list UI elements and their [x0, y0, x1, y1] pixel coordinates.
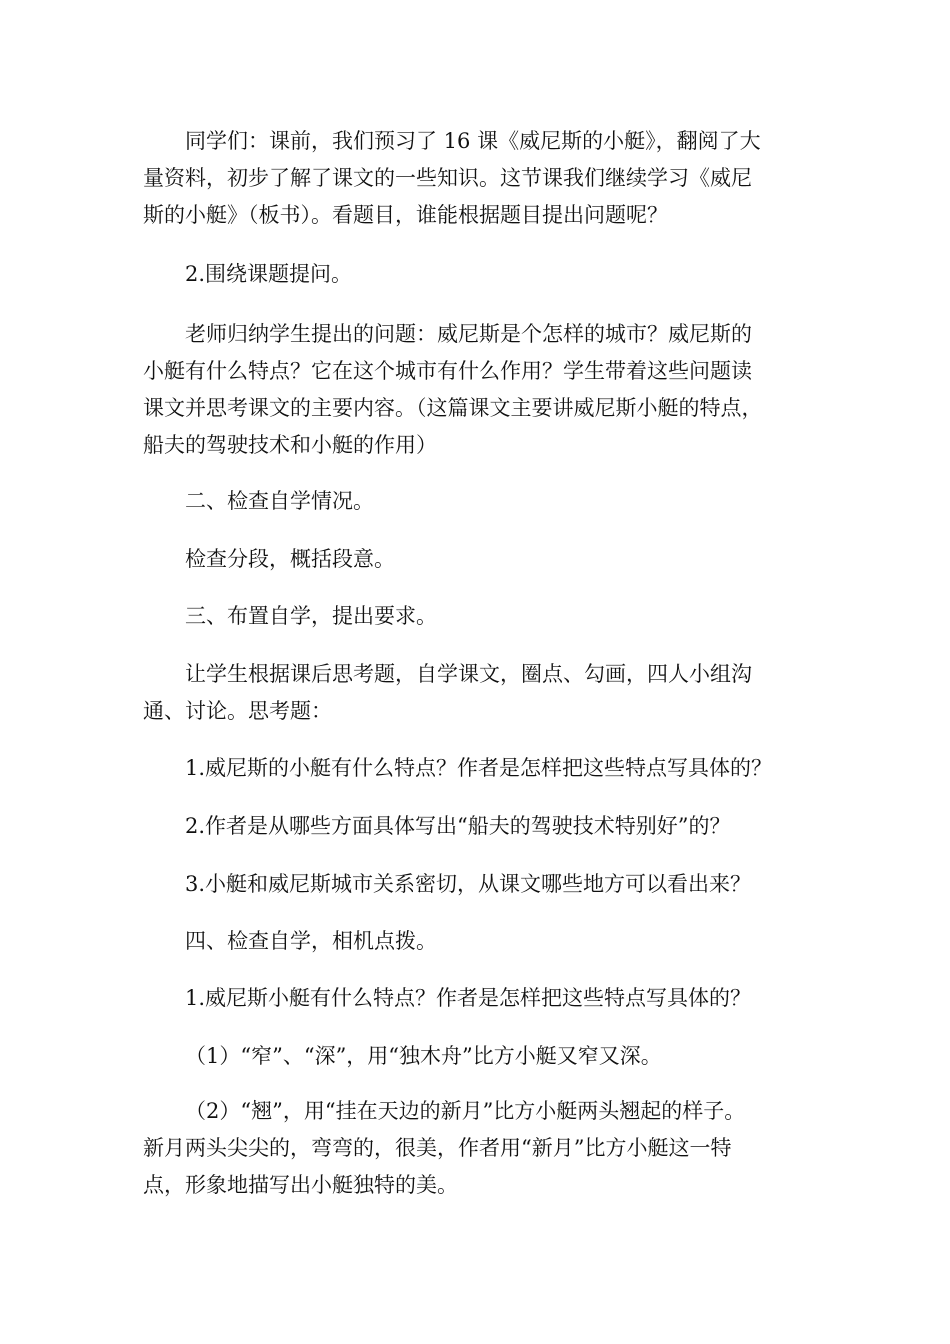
- text-line: 点，形象地描写出小艇独特的美。: [143, 1173, 458, 1197]
- answer-1-point-2: [143, 1093, 813, 1204]
- text-line: 通、讨论。思考题：: [143, 699, 332, 723]
- section-heading-2: [143, 483, 813, 520]
- text-line: 2.围绕课题提问。: [185, 262, 353, 286]
- text-line: 船夫的驾驶技术和小艇的作用）: [143, 433, 437, 457]
- text-line: 二、检查自学情况。: [185, 489, 374, 513]
- question-3: [143, 866, 813, 903]
- text-line: （2）“翘”，用“挂在天边的新月”比方小艇两头翘起的样子。: [185, 1099, 746, 1123]
- answer-1-point-1: [143, 1038, 813, 1075]
- text-line: 2.作者是从哪些方面具体写出“船夫的驾驶技术特别好”的？: [185, 814, 731, 838]
- section-heading-4: [143, 923, 813, 960]
- answer-1: [143, 980, 813, 1017]
- paragraph-intro: [143, 123, 813, 234]
- text-line: 三、布置自学，提出要求。: [185, 604, 437, 628]
- paragraph-check-sections: [143, 541, 813, 578]
- section-heading-3: [143, 598, 813, 635]
- text-line: 让学生根据课后思考题，自学课文，圈点、勾画，四人小组沟: [185, 662, 752, 686]
- text-line: 课文并思考课文的主要内容。（这篇课文主要讲威尼斯小艇的特点，: [143, 396, 763, 420]
- text-line: 同学们：课前，我们预习了 16 课《威尼斯的小艇》，翻阅了大: [185, 129, 761, 153]
- text-line: 四、检查自学，相机点拨。: [185, 929, 437, 953]
- text-line: 1.威尼斯小艇有什么特点？作者是怎样把这些特点写具体的？: [185, 986, 752, 1010]
- paragraph-self-study: [143, 656, 813, 730]
- text-line: 3.小艇和威尼斯城市关系密切，从课文哪些地方可以看出来？: [185, 872, 752, 896]
- text-line: 新月两头尖尖的，弯弯的，很美，作者用“新月”比方小艇这一特: [143, 1136, 732, 1160]
- text-line: 老师归纳学生提出的问题：威尼斯是个怎样的城市？威尼斯的: [185, 322, 752, 346]
- paragraph-item-2: [143, 256, 813, 293]
- text-line: （1）“窄”、“深”，用“独木舟”比方小艇又窄又深。: [185, 1044, 662, 1068]
- text-line: 斯的小艇》（板书）。看题目，谁能根据题目提出问题呢？: [143, 203, 668, 227]
- text-line: 小艇有什么特点？它在这个城市有什么作用？学生带着这些问题读: [143, 359, 752, 383]
- question-1: [143, 750, 813, 787]
- text-line: 检查分段，概括段意。: [185, 547, 395, 571]
- text-line: 1.威尼斯的小艇有什么特点？作者是怎样把这些特点写具体的？: [185, 756, 773, 780]
- question-2: [143, 808, 813, 845]
- paragraph-teacher-summary: [143, 316, 813, 464]
- text-line: 量资料，初步了解了课文的一些知识。这节课我们继续学习《威尼: [143, 166, 752, 190]
